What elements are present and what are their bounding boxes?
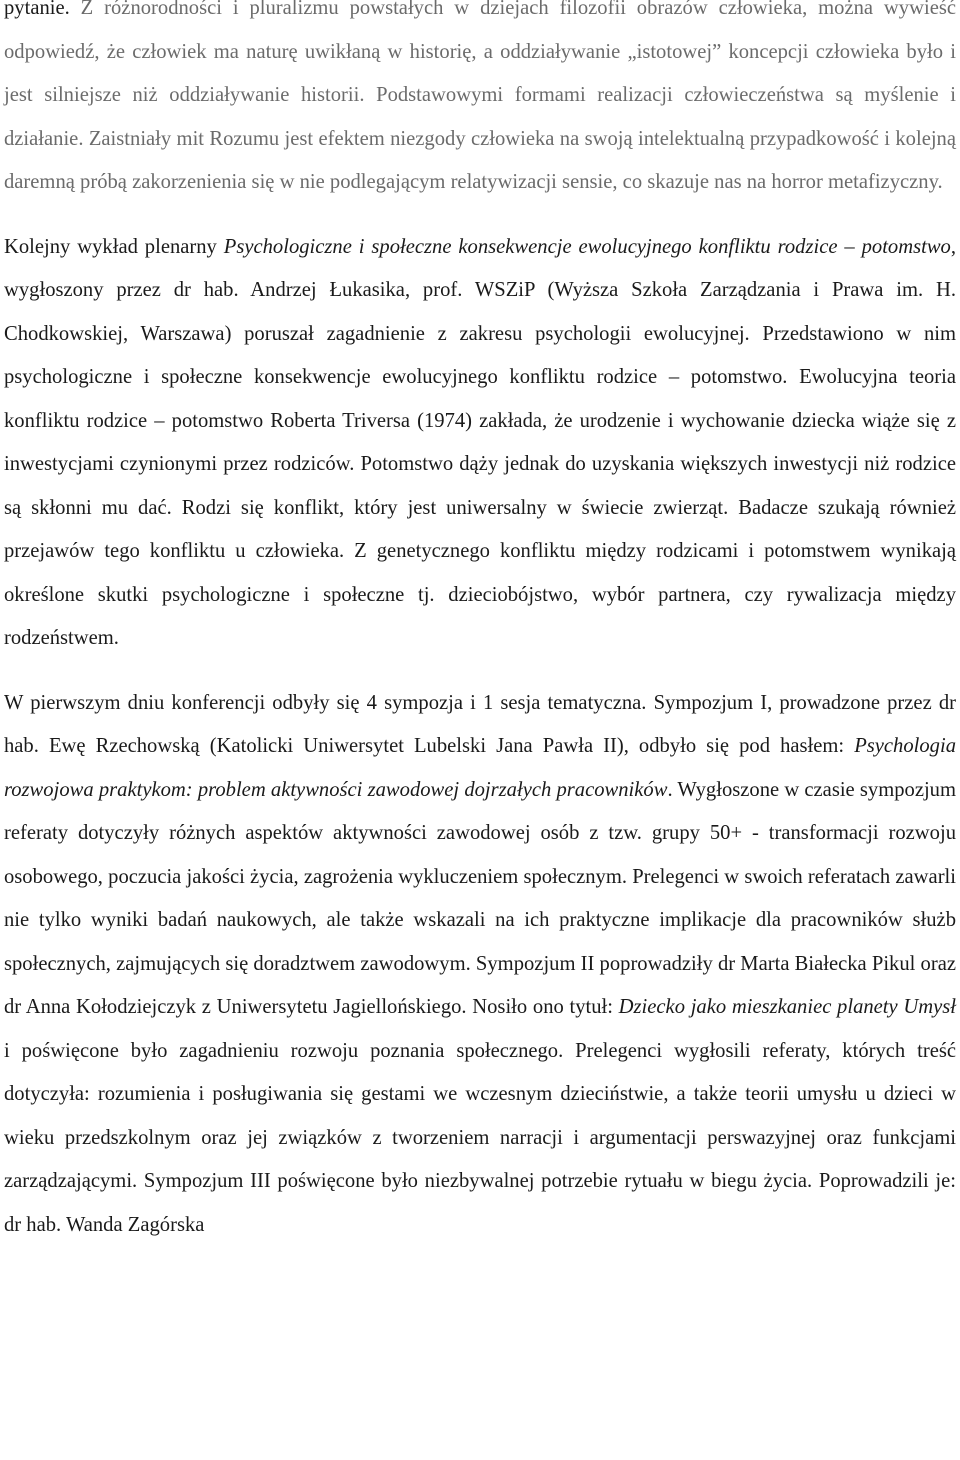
text-run: pytanie. (4, 0, 81, 19)
lecture-title: Psychologiczne i społeczne konsekwencje ewolucyjnego konfliktu rodzice – potomstwo (223, 235, 951, 258)
text-run: , wygłoszony przez dr hab. Andrzej Łukasika, prof. WSZiP (Wyższa Szkoła Zarządzania i Prawa im. H. Chodkowskiej, Warszawa) poruszał zagadnienie z zakresu psychologii ewolucyjnej. Przedstawiono w nim psychologiczne i społeczne konsekwencje ewolucyjnego konfliktu rodzice – potomstwo. Ewolucyjna teoria konfliktu rodzice – potomstwo Roberta Triversa (1974) zakłada, że urodzenie i wychowanie dziecka wiąże się z inwestycjami czynionymi przez rodziców. Potomstwo dąży jednak do uzyskania większych inwestycji niż rodzice są skłonni mu dać. Rodzi się konflikt, który jest uniwersalny w świecie zwierząt. Badacze szukają również przejawów tego konfliktu u człowieka. Z genetycznego konfliktu między rodzicami i potomstwem wynikają określone skutki psychologiczne i społeczne tj. dzieciobójstwo, wybór partnera, czy rywalizacja między rodzeństwem. (4, 235, 957, 649)
symposium-title: Dziecko jako mieszkaniec planety Umysł (618, 996, 956, 1018)
paragraph-philosophy (4, 0, 956, 205)
text-run: . Wygłoszone w czasie sympozjum referaty dotyczyły różnych aspektów aktywności zawodowej osób z tzw. grupy 50+ - transformacji rozwoju osobowego, poczucia jakości życia, zagrożenia wykluczeniem społecznym. Prelegenci w swoich referatach zawarli nie tylko wyniki badań naukowych, ale także wskazali na ich praktyczne implikacje dla pracowników służb społecznych, zajmujących się doradztwem zawodowym. Sympozjum II poprowadziły dr Marta Białecka Pikul oraz dr Anna Kołodziejczyk z Uniwersytetu Jagiellońskiego. Nosiło ono tytuł: (4, 778, 956, 1018)
paragraph-plenary-lecture (4, 226, 956, 661)
text-run: i poświęcone było zagadnieniu rozwoju poznania społecznego. Prelegenci wygłosili referaty, których treść dotyczyła: rozumienia i posługiwania się gestami we wczesnym dzieciństwie, a także teorii umysłu u dzieci w wieku przedszkolnym oraz jej związków z tworzeniem narracji i argumentacji perswazyjnej oraz funkcjami zarządzającymi. Sympozjum III poświęcone było niezbywalnej potrzebie rytuału w biegu życia. Poprowadzili je: dr hab. Wanda Zagórska (4, 1039, 956, 1236)
document-page (4, 0, 956, 1247)
paragraph-symposia (4, 682, 956, 1248)
text-run: W pierwszym dniu konferencji odbyły się 4 sympozja i 1 sesja tematyczna. Sympozjum I, prowadzone przez dr hab. Ewę Rzechowską (Katolicki Uniwersytet Lubelski Jana Pawła II), odbyło się pod hasłem: (4, 691, 956, 757)
text-run: Zaistniały mit Rozumu jest efektem niezgody człowieka na swoją intelektualną przypadkowość i kolejną daremną próbą zakorzenienia się w nie podlegającym relatywizacji sensie, co skazuje nas na horror metafizyczny. (4, 127, 956, 193)
text-run: Kolejny wykład plenarny (4, 235, 224, 258)
symposium-title: Psychologia rozwojowa praktykom: problem aktywności zawodowej dojrzałych pracowników (4, 735, 956, 801)
text-run: Z różnorodności i pluralizmu powstałych w dziejach filozofii obrazów człowieka, można wywieść odpowiedź, że człowiek ma naturę uwikłaną w historię, a oddziaływanie „istotowej” koncepcji człowieka było i jest silniejsze niż oddziaływanie historii. Podstawowymi formami realizacji człowieczeństwa są myślenie i działanie. (4, 0, 956, 150)
